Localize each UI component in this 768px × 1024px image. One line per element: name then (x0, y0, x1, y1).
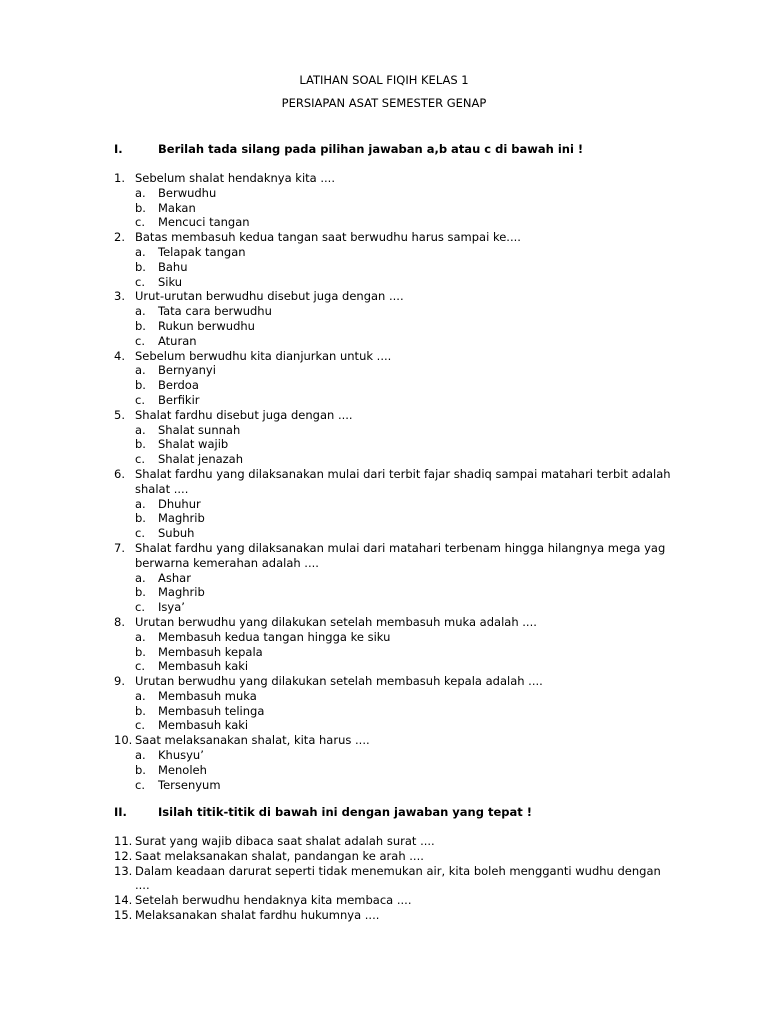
question-text: Urutan berwudhu yang dilakukan setelah membasuh kepala adalah .... (135, 674, 543, 689)
option-text: Maghrib (158, 511, 205, 526)
answer-option (114, 571, 674, 586)
answer-option (114, 511, 674, 526)
answer-option (114, 423, 674, 438)
section-instruction: Berilah tada silang pada pilihan jawaban a,b atau c di bawah ini ! (158, 142, 584, 156)
fill-in-list (114, 834, 674, 923)
answer-option (114, 275, 674, 290)
option-letter: a. (135, 304, 146, 319)
option-text: Subuh (158, 526, 195, 541)
option-letter: c. (135, 392, 145, 407)
option-letter: b. (135, 378, 146, 393)
question-number: 8. (114, 614, 125, 629)
option-text: Aturan (158, 333, 197, 348)
answer-option (114, 763, 674, 778)
option-letter: b. (135, 585, 146, 600)
answer-option (114, 363, 674, 378)
option-text: Membasuh kaki (158, 659, 249, 674)
option-letter: b. (135, 644, 146, 659)
answer-option (114, 260, 674, 275)
option-text: Maghrib (158, 585, 205, 600)
answer-option (114, 645, 674, 660)
option-letter: b. (135, 437, 146, 452)
question-number: 3. (114, 289, 125, 304)
question-text: Shalat fardhu yang dilaksanakan mulai dari matahari terbenam hingga hilangnya mega yag berwarna kemerahan adalah .... (135, 540, 666, 570)
answer-option (114, 186, 674, 201)
question-number: 14. (114, 893, 133, 908)
question-number: 10. (114, 733, 133, 748)
option-letter: c. (135, 274, 145, 289)
option-letter: c. (135, 659, 145, 674)
question-number: 6. (114, 466, 125, 481)
option-text: Isya’ (158, 600, 185, 615)
option-text: Telapak tangan (158, 244, 246, 259)
option-text: Membasuh kepala (158, 644, 263, 659)
question-item (114, 674, 674, 689)
option-letter: c. (135, 452, 145, 467)
option-letter: a. (135, 688, 146, 703)
answer-option (114, 497, 674, 512)
question-text: Dalam keadaan darurat seperti tidak menemukan air, kita boleh mengganti wudhu dengan .... (135, 863, 661, 893)
option-text: Shalat sunnah (158, 422, 241, 437)
option-letter: c. (135, 600, 145, 615)
question-item (114, 289, 674, 304)
option-letter: b. (135, 762, 146, 777)
option-letter: a. (135, 570, 146, 585)
answer-option (114, 304, 674, 319)
option-text: Siku (158, 274, 183, 289)
question-item (114, 834, 674, 849)
question-item (114, 849, 674, 864)
option-text: Berdoa (158, 378, 199, 393)
option-letter: a. (135, 363, 146, 378)
answer-option (114, 334, 674, 349)
answer-option (114, 215, 674, 230)
question-item (114, 615, 674, 630)
question-text: Saat melaksanakan shalat, pandangan ke arah .... (135, 848, 424, 863)
answer-option (114, 689, 674, 704)
option-text: Shalat wajib (158, 437, 229, 452)
answer-option (114, 393, 674, 408)
section-instruction: Isilah titik-titik di bawah ini dengan jawaban yang tepat ! (158, 805, 532, 819)
section-2-heading (114, 805, 532, 819)
question-number: 15. (114, 907, 133, 922)
section-number: I. (114, 142, 123, 156)
answer-option (114, 245, 674, 260)
option-text: Menoleh (158, 762, 207, 777)
question-number: 4. (114, 348, 125, 363)
page-title: LATIHAN SOAL FIQIH KELAS 1 (299, 73, 469, 87)
option-text: Shalat jenazah (158, 452, 244, 467)
multiple-choice-list (114, 171, 674, 792)
option-letter: b. (135, 511, 146, 526)
answer-option (114, 718, 674, 733)
option-letter: b. (135, 318, 146, 333)
option-letter: b. (135, 259, 146, 274)
option-text: Berwudhu (158, 185, 217, 200)
option-text: Rukun berwudhu (158, 318, 255, 333)
question-item (114, 733, 674, 748)
option-text: Membasuh kedua tangan hingga ke siku (158, 629, 391, 644)
option-text: Bernyanyi (158, 363, 216, 378)
option-letter: a. (135, 244, 146, 259)
option-text: Tata cara berwudhu (158, 304, 272, 319)
question-number: 11. (114, 834, 133, 848)
option-text: Membasuh kaki (158, 718, 249, 733)
question-item (114, 467, 674, 497)
question-text: Sebelum shalat hendaknya kita .... (135, 171, 335, 185)
option-letter: c. (135, 526, 145, 541)
question-number: 9. (114, 674, 125, 689)
answer-option (114, 600, 674, 615)
question-item (114, 349, 674, 364)
answer-option (114, 526, 674, 541)
answer-option (114, 378, 674, 393)
answer-option (114, 748, 674, 763)
option-letter: a. (135, 185, 146, 200)
option-text: Makan (158, 200, 196, 215)
question-item (114, 408, 674, 423)
option-letter: a. (135, 629, 146, 644)
question-text: Sebelum berwudhu kita dianjurkan untuk .... (135, 348, 392, 363)
option-text: Dhuhur (158, 496, 201, 511)
question-item (114, 864, 674, 894)
option-letter: c. (135, 215, 145, 230)
question-text: Surat yang wajib dibaca saat shalat adalah surat .... (135, 834, 435, 848)
option-text: Khusyu’ (158, 748, 204, 763)
option-text: Membasuh telinga (158, 703, 265, 718)
answer-option (114, 659, 674, 674)
question-item (114, 908, 674, 923)
answer-option (114, 437, 674, 452)
option-text: Tersenyum (158, 777, 221, 792)
question-text: Melaksanakan shalat fardhu hukumnya .... (135, 907, 380, 922)
option-letter: a. (135, 422, 146, 437)
option-letter: a. (135, 496, 146, 511)
question-item (114, 230, 674, 245)
option-letter: b. (135, 200, 146, 215)
question-text: Shalat fardhu disebut juga dengan .... (135, 407, 353, 422)
question-number: 2. (114, 230, 125, 245)
option-text: Bahu (158, 259, 188, 274)
answer-option (114, 630, 674, 645)
option-letter: a. (135, 748, 146, 763)
option-text: Membasuh muka (158, 688, 257, 703)
option-text: Ashar (158, 570, 191, 585)
question-item (114, 893, 674, 908)
question-text: Saat melaksanakan shalat, kita harus .... (135, 733, 370, 748)
question-item (114, 171, 674, 186)
option-text: Berfikir (158, 392, 200, 407)
option-text: Mencuci tangan (158, 215, 250, 230)
question-number: 12. (114, 848, 133, 863)
question-number: 7. (114, 540, 125, 555)
section-number: II. (114, 805, 127, 819)
page-subtitle: PERSIAPAN ASAT SEMESTER GENAP (281, 96, 487, 110)
question-item (114, 541, 674, 571)
option-letter: c. (135, 777, 145, 792)
option-letter: c. (135, 718, 145, 733)
question-text: Batas membasuh kedua tangan saat berwudhu harus sampai ke.... (135, 230, 521, 245)
question-text: Urutan berwudhu yang dilakukan setelah membasuh muka adalah .... (135, 614, 537, 629)
answer-option (114, 452, 674, 467)
option-letter: c. (135, 333, 145, 348)
question-number: 1. (114, 171, 125, 185)
answer-option (114, 319, 674, 334)
question-text: Setelah berwudhu hendaknya kita membaca .... (135, 893, 412, 908)
answer-option (114, 704, 674, 719)
answer-option (114, 201, 674, 216)
question-text: Urut-urutan berwudhu disebut juga dengan .... (135, 289, 404, 304)
option-letter: b. (135, 703, 146, 718)
question-text: Shalat fardhu yang dilaksanakan mulai dari terbit fajar shadiq sampai matahari terbit adalah shalat .... (135, 466, 671, 496)
answer-option (114, 585, 674, 600)
answer-option (114, 778, 674, 793)
question-number: 5. (114, 407, 125, 422)
section-1-heading (114, 142, 583, 156)
question-number: 13. (114, 863, 133, 878)
